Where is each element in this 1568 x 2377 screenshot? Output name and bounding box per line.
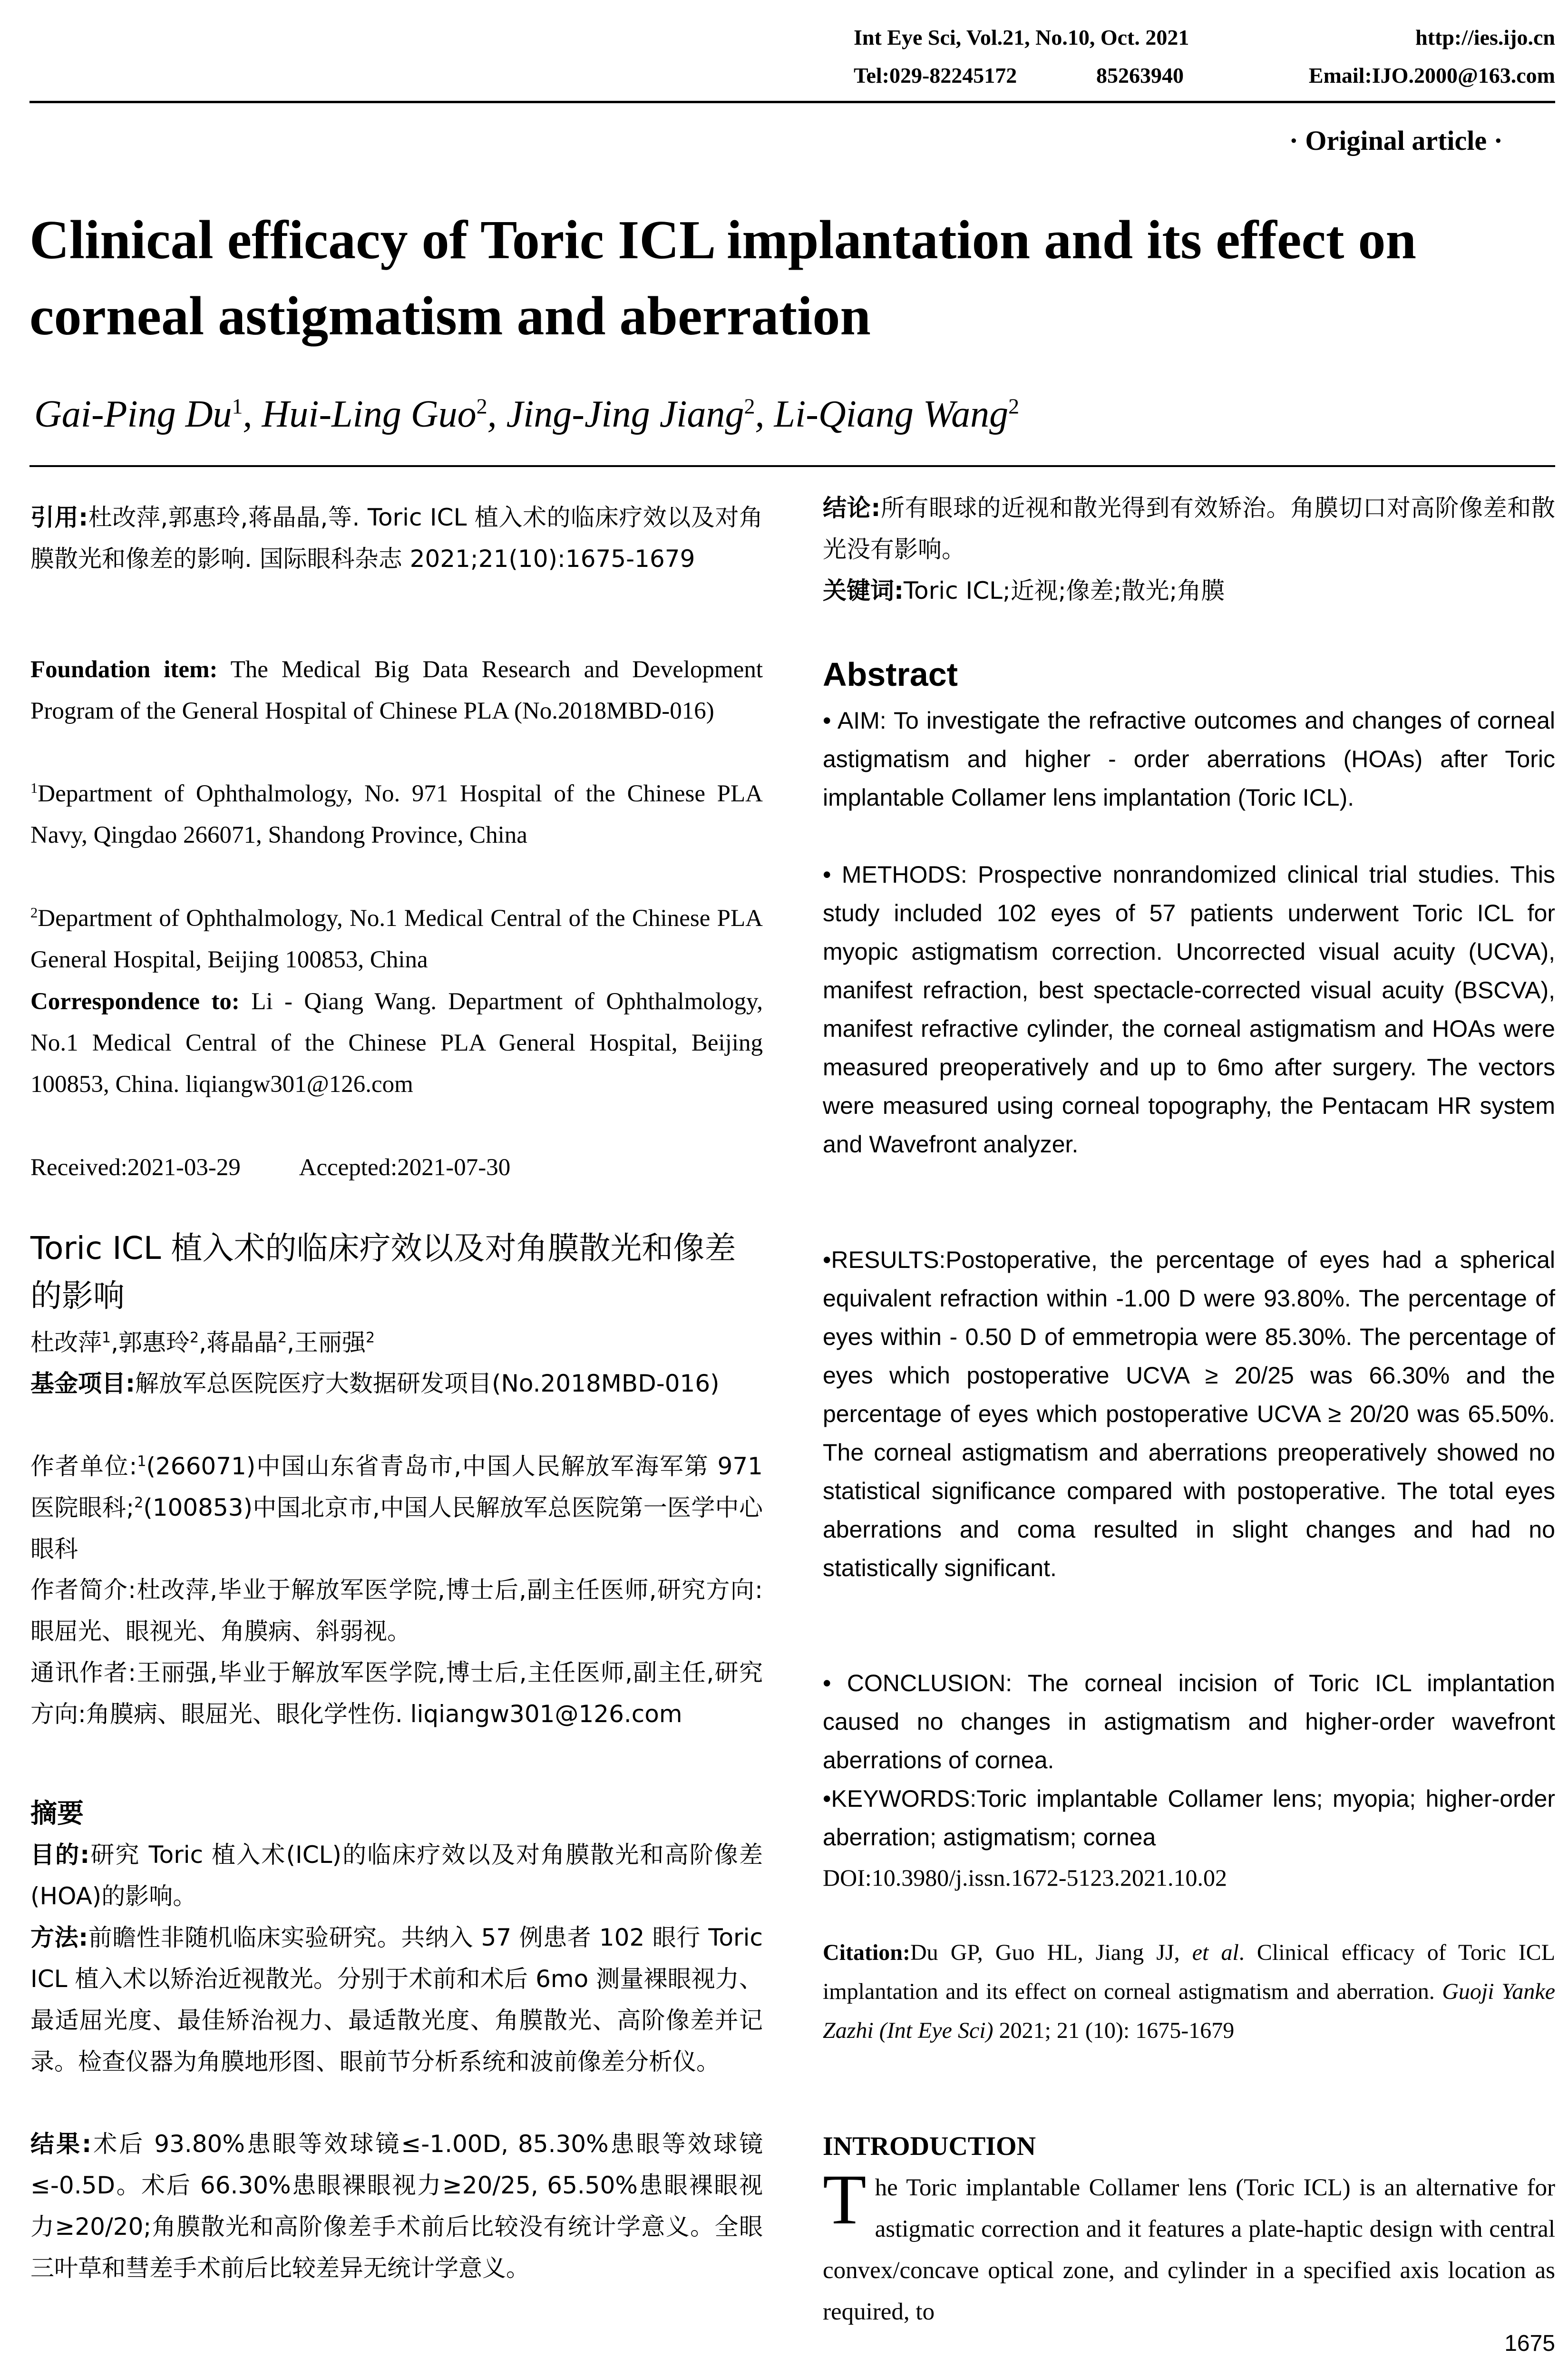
running-header-line-2 <box>854 63 1555 97</box>
introduction-text: he Toric implantable Collamer lens (Toric ICL) is an alternative for astigmatic correction and it features a plate-haptic design with central convex/concave optical zone, and cylinder in a specified axis location as required, to <box>823 2174 1555 2325</box>
accepted-date: Accepted:2021-07-30 <box>299 1154 511 1181</box>
author-affiliation: 1 <box>232 394 243 419</box>
citation-label: Citation: <box>823 1940 910 1965</box>
author-rule <box>29 465 1555 467</box>
abstract-methods-text: Prospective nonrandomized clinical trial studies. This study included 102 eyes of 57 patients underwent Toric ICL for myopic astigmatism correction. Uncorrected visual acuity (UCVA), manifest refraction, best spectacle-corrected visual acuity (BSCVA), manifest refractive cylinder, the corneal astigmatism and HOAs were measured preoperatively and up to 6mo after surgery. The vectors were measured using corneal topography, the Pentacam HR system and Wavefront analyzer. <box>823 861 1555 1158</box>
cn-result-text: 术后 93.80%患眼等效球镜≤-1.00D, 85.30%患眼等效球镜≤-0.5D。术后 66.30%患眼裸眼视力≥20/25, 65.50%患眼裸眼视力≥20/20;角膜散光和高阶像差手术前后比较没有统计学意义。全眼三叶草和彗差手术前后比较差异无统计学意义。 <box>30 2130 763 2282</box>
citation-title: . Clinical efficacy of Toric ICL implantation and its effect on corneal astigmatism and aberration. <box>823 1940 1556 2004</box>
cn-method <box>30 1917 763 2083</box>
author-name: Hui-Ling Guo <box>262 393 477 435</box>
cn-citation-text: 杜改萍,郭惠玲,蒋晶晶,等. Toric ICL 植入术的临床疗效以及对角膜散光和像差的影响. 国际眼科杂志 2021;21(10):1675-1679 <box>30 504 763 573</box>
cn-unit-number: 2 <box>134 1494 144 1511</box>
affiliation-text: Department of Ophthalmology, No.1 Medical Central of the Chinese PLA General Hospital, Beijing 100853, China <box>30 905 763 973</box>
abstract-aim-text: To investigate the refractive outcomes and changes of corneal astigmatism and higher - order aberrations (HOAs) after Toric implantable Collamer lens implantation (Toric ICL). <box>823 707 1556 811</box>
author-name: Li-Qiang Wang <box>774 393 1009 435</box>
cn-fund-label: 基金项目: <box>30 1370 135 1397</box>
cn-bio-label: 作者简介: <box>30 1576 136 1604</box>
cn-abstract-heading: 摘要 <box>30 1798 84 1829</box>
cn-conclusion-text: 所有眼球的近视和散光得到有效矫治。角膜切口对高阶像差和散光没有影响。 <box>823 494 1556 563</box>
received-accepted <box>30 1147 763 1188</box>
cn-author-affiliation: 1 <box>102 1329 111 1346</box>
citation-volume: 2021; 21 (10): 1675-1679 <box>999 2018 1235 2043</box>
cn-author-separator: , <box>111 1329 118 1356</box>
author-separator: , <box>487 393 506 435</box>
foundation-text: The Medical Big Data Research and Development Program of the General Hospital of Chinese PLA (No.2018MBD-016) <box>30 656 763 724</box>
cn-keywords-text: Toric ICL;近视;像差;散光;角膜 <box>904 577 1225 604</box>
affiliation-text: Department of Ophthalmology, No. 971 Hospital of the Chinese PLA Navy, Qingdao 266071, Shandong Province, China <box>30 780 763 848</box>
bullet-icon: • <box>823 1670 847 1696</box>
correspondence-label: Correspondence to: <box>30 988 240 1015</box>
journal-email[interactable]: Email:IJO.2000@163.com <box>1308 63 1555 88</box>
affiliation-number: 1 <box>30 780 38 796</box>
cn-units <box>30 1446 763 1570</box>
running-header-line-1 <box>854 25 1555 59</box>
author-affiliation: 2 <box>476 394 487 419</box>
cn-fund <box>30 1363 763 1404</box>
introduction-heading: INTRODUCTION <box>823 2132 1036 2161</box>
cn-aim-label: 目的: <box>30 1841 90 1869</box>
cn-method-label: 方法: <box>30 1924 88 1951</box>
cn-bio-text: 杜改萍,毕业于解放军医学院,博士后,副主任医师,研究方向:眼屈光、眼视光、角膜病、斜弱视。 <box>30 1576 763 1645</box>
affiliation-2 <box>30 898 763 981</box>
abstract-results <box>823 1241 1555 1588</box>
affiliation-number: 2 <box>30 905 38 921</box>
abstract-keywords-label: KEYWORDS: <box>831 1785 977 1812</box>
abstract-methods-label: METHODS: <box>841 861 967 888</box>
abstract-results-text: Postoperative, the percentage of eyes had a spherical equivalent refraction within -1.00 D were 93.80%. The percentage of eyes within - 0.50 D of emmetropia were 85.30%. The percentage of eyes which postoperative UCVA ≥ 20/25 was 66.30% and the percentage of eyes which postoperative UCVA ≥ 20/20 was 65.50%. The corneal astigmatism and aberrations preoperatively showed no statistical significance compared with postoperative. The total eyes aberrations and coma resulted in slight changes and had no statistically significant. <box>823 1247 1555 1581</box>
cn-citation-label: 引用: <box>30 504 88 531</box>
cn-author-affiliation: 2 <box>278 1329 287 1346</box>
article-type: · Original article · <box>1289 125 1503 156</box>
cn-aim <box>30 1834 763 1917</box>
cn-result <box>30 2124 763 2289</box>
author-separator: , <box>755 393 774 435</box>
cn-author-list <box>30 1322 763 1364</box>
abstract-results-label: RESULTS: <box>831 1247 946 1273</box>
journal-citation: Int Eye Sci, Vol.21, No.10, Oct. 2021 <box>854 25 1189 49</box>
introduction-paragraph <box>823 2160 1555 2333</box>
abstract-keywords-text: Toric implantable Collamer lens; myopia; higher-order aberration; astigmatism; cornea <box>823 1785 1555 1851</box>
bullet-icon: • <box>823 861 842 888</box>
abstract-aim-label: AIM: <box>837 707 886 734</box>
cn-author-name: 郭惠玲 <box>118 1329 190 1356</box>
drop-cap: T <box>823 2160 867 2239</box>
cn-aim-text: 研究 Toric 植入术(ICL)的临床疗效以及对角膜散光和高阶像差(HOA)的影响。 <box>30 1841 763 1910</box>
abstract-conclusion <box>823 1664 1555 1780</box>
affiliation-1 <box>30 773 763 856</box>
bullet-icon: • <box>823 707 838 734</box>
foundation-label: Foundation item: <box>30 656 218 683</box>
cn-fund-text: 解放军总医院医疗大数据研发项目(No.2018MBD-016) <box>135 1370 720 1397</box>
citation <box>823 1933 1555 2050</box>
abstract-methods <box>823 856 1555 1164</box>
cn-author-affiliation: 2 <box>190 1329 199 1346</box>
cn-unit-text: (266071)中国山东省青岛市,中国人民解放军海军第 971 医院眼科; <box>30 1452 763 1521</box>
author-list <box>34 393 1509 436</box>
cn-author-name: 蒋晶晶 <box>206 1329 278 1356</box>
article-title: Clinical efficacy of Toric ICL implantation and its effect on corneal astigmatism and aberration <box>29 210 1416 347</box>
cn-title: Toric ICL 植入术的临床疗效以及对角膜散光和像差的影响 <box>30 1230 736 1314</box>
cn-conclusion-label: 结论: <box>823 494 881 522</box>
author-affiliation: 2 <box>1008 394 1020 419</box>
cn-result-label: 结果: <box>30 2130 92 2158</box>
abstract-keywords <box>823 1780 1555 1857</box>
correspondence <box>30 981 763 1105</box>
bullet-icon: • <box>823 1247 831 1273</box>
cn-method-text: 前瞻性非随机临床实验研究。共纳入 57 例患者 102 眼行 Toric ICL 植入术以矫治近视散光。分别于术前和术后 6mo 测量裸眼视力、最适屈光度、最佳矫治视力、最适散光度、角膜散光、高阶像差并记录。检查仪器为角膜地形图、眼前节分析系统和波前像差分析仪。 <box>30 1924 763 2075</box>
cn-corresponding-text: 王丽强,毕业于解放军医学院,博士后,主任医师,副主任,研究方向:角膜病、眼屈光、眼化学性伤. liqiangw301@126.com <box>30 1659 763 1728</box>
doi[interactable]: DOI:10.3980/j.issn.1672-5123.2021.10.02 <box>823 1864 1227 1891</box>
cn-corresponding-label: 通讯作者: <box>30 1659 136 1686</box>
cn-author-separator: , <box>199 1329 206 1356</box>
journal-fax: 85263940 <box>1096 63 1184 88</box>
author-name: Jing-Jing Jiang <box>506 393 744 435</box>
cn-author-name: 王丽强 <box>294 1329 366 1356</box>
cn-citation <box>30 497 763 580</box>
abstract-conclusion-label: CONCLUSION: <box>847 1670 1013 1696</box>
foundation-item <box>30 649 763 732</box>
citation-etal: et al <box>1192 1940 1239 1965</box>
cn-units-label: 作者单位: <box>30 1452 137 1480</box>
author-separator: , <box>243 393 262 435</box>
cn-keywords <box>823 570 1555 612</box>
abstract-conclusion-text: The corneal incision of Toric ICL implantation caused no changes in astigmatism and higher-order wavefront aberrations of cornea. <box>823 1670 1555 1773</box>
citation-authors: Du GP, Guo HL, Jiang JJ, <box>910 1940 1180 1965</box>
author-affiliation: 2 <box>744 394 755 419</box>
received-date: Received:2021-03-29 <box>30 1154 241 1181</box>
cn-bio <box>30 1569 763 1652</box>
abstract-heading: Abstract <box>823 656 958 693</box>
cn-author-separator: , <box>287 1329 294 1356</box>
correspondence-text: Li - Qiang Wang. Department of Ophthalmology, No.1 Medical Central of the Chinese PLA General Hospital, Beijing 100853, China. liqiangw301@126.com <box>30 988 763 1098</box>
cn-conclusion <box>823 487 1555 570</box>
journal-tel: Tel:029-82245172 <box>854 63 1017 88</box>
page-number: 1675 <box>1504 2331 1555 2356</box>
cn-unit-number: 1 <box>137 1453 146 1470</box>
cn-author-affiliation: 2 <box>366 1329 375 1346</box>
cn-corresponding <box>30 1652 763 1735</box>
abstract-aim <box>823 701 1555 817</box>
cn-keywords-label: 关键词: <box>823 577 904 604</box>
journal-url[interactable]: http://ies.ijo.cn <box>1415 25 1555 49</box>
author-name: Gai-Ping Du <box>34 393 232 435</box>
cn-author-name: 杜改萍 <box>30 1329 102 1356</box>
bullet-icon: • <box>823 1785 831 1812</box>
header-rule <box>29 101 1555 103</box>
cn-unit-text: (100853)中国北京市,中国人民解放军总医院第一医学中心眼科 <box>30 1494 763 1563</box>
citation-journal: Guoji Yanke Zazhi (Int Eye Sci) <box>823 1979 1556 2043</box>
